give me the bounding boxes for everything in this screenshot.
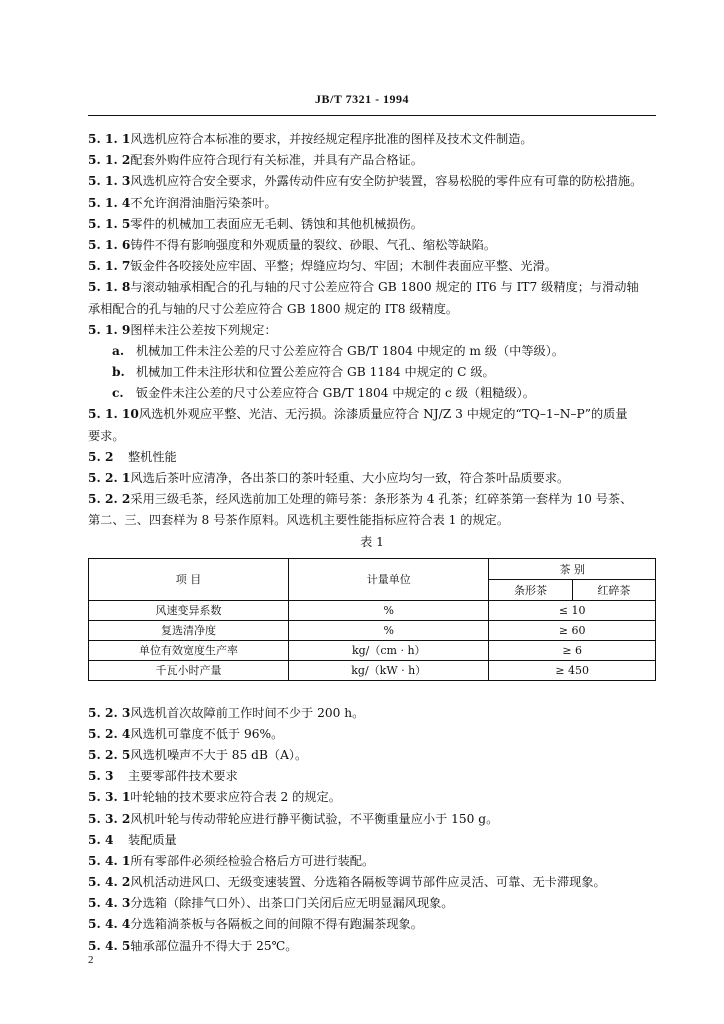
clause-text: 所有零部件必须经检验合格后方可进行装配。: [130, 853, 375, 868]
clause-text: 风选机应符合本标准的要求，并按经规定程序批准的图样及技术文件制造。: [130, 132, 533, 146]
clause-line: [88, 129, 656, 150]
header-rule: [88, 115, 656, 116]
clause-line: [88, 724, 656, 745]
sub-item: [88, 362, 656, 383]
clause-line: [88, 914, 656, 935]
clause-line: [88, 150, 656, 171]
performance-table: [88, 558, 656, 681]
clause-number: 5. 3. 1: [88, 790, 131, 805]
clause-text: 钣金件各咬接处应牢固、平整；焊缝应均匀、牢固；木制件表面应平整、光滑。: [130, 259, 557, 274]
clause-line: [88, 277, 656, 298]
clauses-5-1-10-to-5-2-2: [88, 404, 656, 531]
clause-text: 风选机外观应平整、光洁、无污损。涂漆质量应符合 NJ/Z 3 中规定的“TQ–1–N–P”的质量: [138, 407, 628, 422]
table-caption: 表 1: [360, 534, 384, 549]
clause-line: [88, 299, 656, 320]
clause-number: 5. 1. 3: [88, 174, 131, 189]
clause-text: 风机叶轮与传动带轮应进行静平衡试验，不平衡重量应小于 150 g。: [130, 811, 499, 826]
clause-number: 5. 1. 7: [88, 259, 131, 274]
clause-number: 5. 1. 6: [88, 237, 131, 252]
header-item: 项 目: [89, 558, 289, 600]
clause-number: 5. 3: [88, 769, 114, 784]
clause-text: 轴承部位温升不得大于 25℃。: [130, 938, 298, 953]
clause-number: 5. 3. 2: [88, 811, 131, 826]
header-tea-type: 茶 别: [489, 558, 656, 579]
clause-text: 风机活动进风口、无级变速装置、分选箱各隔板等调节部件应灵活、可靠、无卡滞现象。: [130, 875, 606, 890]
clause-line: [88, 447, 656, 468]
page-number: 2: [88, 954, 94, 966]
clause-line: [88, 510, 656, 531]
clause-line: [88, 426, 656, 447]
sub-item-text: 钣金件未注公差的尺寸公差应符合 GB/T 1804 中规定的 c 级（粗糙级）。: [136, 386, 535, 401]
table-row: [89, 600, 656, 620]
clauses-5-2-3-to-5-4-5: [88, 703, 656, 957]
clause-line: [88, 830, 656, 851]
table-row: [89, 620, 656, 640]
clause-line: [88, 851, 656, 872]
table-cell-unit: %: [289, 600, 489, 620]
clause-line: [88, 404, 656, 425]
clause-line: [88, 936, 656, 957]
clause-number: 5. 1. 4: [88, 195, 131, 210]
clause-number: 5. 1. 9: [88, 322, 131, 337]
clause-text: 分选箱淌茶板与各隔板之间的间隙不得有跑漏茶现象。: [130, 917, 423, 932]
table-cell-value: ≥ 450: [489, 660, 656, 680]
sub-item-text: 机械加工件未注公差的尺寸公差应符合 GB/T 1804 中规定的 m 级（中等级）。: [136, 343, 565, 358]
clause-number: 5. 4. 2: [88, 875, 131, 890]
table-cell-item: 复选清净度: [89, 620, 289, 640]
clause-text: 风选机首次故障前工作时间不少于 200 h。: [130, 705, 365, 720]
clause-number: 5. 4: [88, 832, 114, 847]
clause-text: 与滚动轴承相配合的孔与轴的尺寸公差应符合 GB 1800 规定的 IT6 与 IT7 级精度；与滑动轴: [130, 280, 639, 295]
clause-line: [88, 766, 656, 787]
clause-line: [88, 320, 656, 341]
table-cell-item: 千瓦小时产量: [89, 660, 289, 680]
clause-text: 叶轮轴的技术要求应符合表 2 的规定。: [130, 790, 341, 805]
clause-text: 采用三级毛茶，经风选前加工处理的筛号茶：条形茶为 4 孔茶；红碎茶第一套样为 10 号茶、: [130, 492, 633, 507]
clause-text: 风选机应符合安全要求，外露传动件应有安全防护装置，容易松脱的零件应有可靠的防松措施。: [130, 174, 643, 189]
header-unit: 计量单位: [289, 558, 489, 600]
clause-line: [88, 809, 656, 830]
clause-line: [88, 893, 656, 914]
clause-number: 5. 2. 1: [88, 471, 131, 485]
table-row: [89, 640, 656, 660]
table-cell-unit: kg/（cm · h）: [289, 640, 489, 660]
clause-line: [88, 745, 656, 766]
clause-line: [88, 171, 656, 192]
clause-text: 分选箱（除排气口外）、出茶口门关闭后应无明显漏风现象。: [130, 896, 454, 911]
document-body: [88, 129, 656, 957]
standard-header: JB/T 7321 - 1994: [314, 92, 410, 106]
clause-line: [88, 489, 656, 510]
table-cell-item: 风速变异系数: [89, 600, 289, 620]
clause-text: 配套外购件应符合现行有关标准，并具有产品合格证。: [130, 153, 423, 168]
table-cell-value: ≤ 10: [489, 600, 656, 620]
clause-text: 风选机可靠度不低于 96%。: [130, 726, 284, 741]
clause-number: 5. 1. 1: [88, 132, 131, 146]
clause-text: 承相配合的孔与轴的尺寸公差应符合 GB 1800 规定的 IT8 级精度。: [88, 301, 459, 316]
sub-item: [88, 383, 656, 404]
clause-number: 5. 1. 5: [88, 216, 131, 231]
tolerance-sub-items: [88, 341, 656, 405]
clause-text: 装配质量: [128, 832, 177, 847]
sub-item-label: c.: [112, 386, 124, 401]
clause-line: [88, 214, 656, 235]
clause-number: 5. 2: [88, 449, 114, 464]
table-row: [89, 660, 656, 680]
clause-number: 5. 4. 5: [88, 938, 131, 953]
clause-text: 风选后茶叶应清净，各出茶口的茶叶轻重、大小应均匀一致，符合茶叶品质要求。: [130, 471, 570, 485]
clause-text: 整机性能: [128, 449, 177, 464]
clauses-5-1: [88, 129, 656, 341]
clause-line: [88, 235, 656, 256]
clause-line: [88, 193, 656, 214]
table-cell-value: ≥ 60: [489, 620, 656, 640]
clause-number: 5. 4. 4: [88, 917, 131, 932]
clause-text: 主要零部件技术要求: [128, 769, 238, 784]
clause-number: 5. 4. 3: [88, 896, 131, 911]
sub-item-text: 机械加工件未注形状和位置公差应符合 GB 1184 中规定的 C 级。: [136, 365, 495, 380]
clause-text: 要求。: [88, 428, 125, 443]
clause-line: [88, 468, 656, 489]
sub-item-label: b.: [112, 365, 125, 380]
header-broken-black-tea: 红碎茶: [572, 579, 655, 600]
table-cell-unit: %: [289, 620, 489, 640]
sub-item-label: a.: [112, 343, 125, 358]
clause-number: 5. 1. 2: [88, 153, 131, 168]
sub-item: [88, 341, 656, 362]
clause-number: 5. 2. 3: [88, 705, 131, 720]
clause-number: 5. 1. 10: [88, 407, 139, 422]
clause-line: [88, 256, 656, 277]
clause-text: 第二、三、四套样为 8 号茶作原料。风选机主要性能指标应符合表 1 的规定。: [88, 513, 510, 528]
clause-text: 铸件不得有影响强度和外观质量的裂纹、砂眼、气孔、缩松等缺陷。: [130, 237, 497, 252]
clause-text: 风选机噪声不大于 85 dB（A）。: [130, 747, 308, 762]
table-cell-value: ≥ 6: [489, 640, 656, 660]
header-strip-tea: 条形茶: [489, 579, 572, 600]
clause-line: [88, 787, 656, 808]
clause-number: 5. 2. 5: [88, 747, 131, 762]
table-cell-item: 单位有效宽度生产率: [89, 640, 289, 660]
clause-line: [88, 703, 656, 724]
clause-text: 不允许润滑油脂污染茶叶。: [130, 195, 277, 210]
table-cell-unit: kg/（kW · h）: [289, 660, 489, 680]
clause-number: 5. 4. 1: [88, 853, 131, 868]
clause-line: [88, 872, 656, 893]
clause-number: 5. 2. 4: [88, 726, 131, 741]
table-header-row: [89, 558, 656, 579]
clause-text: 图样未注公差按下列规定：: [130, 322, 277, 337]
clause-number: 5. 1. 8: [88, 280, 131, 295]
clause-text: 零件的机械加工表面应无毛刺、锈蚀和其他机械损伤。: [130, 216, 423, 231]
clause-number: 5. 2. 2: [88, 492, 131, 507]
